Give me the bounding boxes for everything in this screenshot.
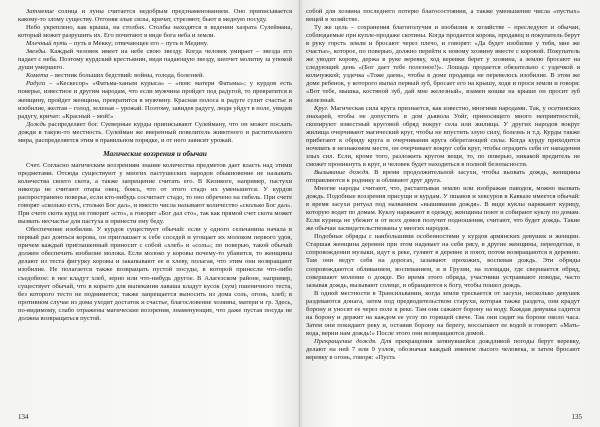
paragraph: Вызывание дождя. В время продолжительной засухи, чтобы вызвать дождь, женщины отправляются к роднику и обливают друг друга. <box>306 168 580 184</box>
paragraph: Ту же цель – сохранения благополучия и изобилия в хозяйстве – преследуют и обычаи, соблюдаемые при купле-продаже скотины. Когда продается корова, продавец и покупатель берут в руку горсть земли и бросают через плечо, и говорят: «Да будет изобилие у тебя, мне же счастье», которое, по поверью, должно перейти к новому хозяину вместе с коровой. Покупатель же уводит корову, держа в руке веревку, ход веревки берет у хозяина, а землю бросают на следующий день «(Бог дает тебе полезное!)». Лошадь продается обязательно с уздечкой и кольчужкой; уздечка «Тоже даем», чтобы в доме продавца не перевелось изобилие. В этом же доме ребенок, у которого выпал первый зуб, бросает его на крышу, ходя и прося земли и говоря: «Вот тебе, мышка, костяной зуб, дай мне железный», взамен кошке на крыше он просит зуб железный. <box>306 24 580 104</box>
left-page-number: 134 <box>18 413 29 421</box>
paragraph: Круг. Магическая сила круга признается, как известно, многими народами. Так, у осетинских знахарей, чтобы не допустить в дом дьявола Уойг, приносящего много неприятностей, скопируют известный круговой обряд вокруг села или жилища. У других народов вокруг жилища очерчивают магический круг, чтобы не впустить злую силу, болезнь и т.д. Курды также прибегают к обряду круга и очерчивания круга оберегающей силы. Когда курду приходится ночевать в незнакомом месте, он очерчивает вокруг себя круг, чтобы оградить себя от нападения злых сил. Если, кроме того, разложить кругом вещи, то, по поверью, никакой вредитель не сможет проникнуть в круг, и человек будет находиться в полной безопасности. <box>306 104 580 168</box>
paragraph: Обеспечение изобилия. У курдов существует обычай: если у одного сельчанина начала в первый раз доиться корова, он приглашает к себе соседей и угощает их молоком первого удоя, причем каждый приглашенный приносит с собой «хлеб» и «соль»; по поверью, такой обычай должен обеспечить изобилие молока. Если молоко у коровы почему-то убавится, то женщины делают из теста фигурку коровы и закапывают ее в хлеву, полагая, что этим они возвращают изобилие. Не полагается также возвращать пустой посуды, в которой принесли что-либо съедобное: в нее кладут хлеб, зерно или что-нибудь другое. В Алагезском районе, например, существует обычай, что в корыто для выпекания лаваша кладут кусок (хум) пшеничного теста, без которого тесто не поднимется; также запрещается выносить из дома соль, огонь, хлеб; в противном случае из дома уходят достаток и счастье, благословение хозяина, матери и гр. Здесь, по-видимому, слабо отражены магические воззрения, знаменующие, что даже пустая посуда не должна возвращаться пустой. <box>18 226 292 322</box>
left-page-text <box>18 8 292 323</box>
paragraph: Прекращение дождя. Для прекращения затянувшейся дождливой погоды берут веревку, делают на ней 7 или 9 узлов, обозначая каждый именем лысого человека, и затем бросают веревку в огонь, говоря: «Пусть <box>306 337 580 362</box>
paragraph: Звезды. Каждый человек имеет на небе свою звезду. Когда человек умирает – звезда его падает с неба. Поэтому курдский крестьянин, видя падающую звезду, шепчет молитву за упокой души умершего. <box>18 48 292 72</box>
right-page <box>306 8 580 418</box>
right-page-number: 135 <box>571 413 582 421</box>
paragraph: Счет. Согласно магическим воззрениям знание количества предметов дает власть над этими предметами. Отсюда существуют у многих пастушеских народов обыкновение не называть количества своего скота, а также запрещение считать его. В Кизикоге, например, пастухи никогда не считают отары овец, боясь, что от этого стадо их уменьшится. У курдов распространено поверье, если кто-нибудь сосчитает стадо, то оно обречено на гибель. При счете говорят «сколько есть, столько Бог дал», и вместо числа называют количество «сколько Бог дал». При счете скота курд не говорит «сто», а говорит «Бог дал сто», так как прямой счет скота может вызвать несчастье для пастуха и принести ему беду. <box>18 161 292 226</box>
right-page-text <box>306 8 580 362</box>
left-page <box>18 8 292 418</box>
book-gutter <box>299 0 300 427</box>
paragraph: Небо укреплено, как крыша, на столбах. Столбы находятся в ведении хазрата Сулеймана, который может разрушить их. Его почитают в виде бога неба и земли. <box>18 24 292 40</box>
paragraph: Подобные обряды с наибольшими особенностями у курдов армянских девушек и женщин. Старшая женщина деревни при этом надевает на себя рясу, в другие женщины, переодетые, в сопровождении музыки, идут к реке, гуляют в деревне и поют, потом возвращаются в деревню. Там они ведут себя на дорогах, зазывают прохожих, воспевая дождь. Эти обряды сопровождаются обливанием, воспеванием, и в Грузии, на площади, где свершается обряд, совершают моление о дожде. Во время этого обряда, участники устраивают поводы, часто зазывая дождь, вызывают солнце, и обращаются к богу, чтобы пошел дождь. <box>306 233 580 289</box>
paragraph: Комета – вестник больших бедствий: войны, голода, болезней. <box>26 72 205 80</box>
paragraph: Дождь распределяет бог. Суеверные курды приписывают Сулейману, что он может послать дожди в такую-то местность. Сулейман же вверенный повелитель животного и растительного мира, распределяется этим в правильном порядке, и от него зависят урожай. <box>18 120 292 144</box>
paragraph: Млечный путь – путь в Мекку; отвечающее его – путь в Медину. <box>26 40 209 48</box>
paragraph: собой для хозяина последнего потерю благосостояния, а также уменьшение числа «пустых» вещей в хозяйстве. <box>306 8 580 24</box>
paragraph: В одной местности в Трансильвании, когда земля трескается от засухи, несколько девушек раздеваются донага, затем под предводительством старухи, которая также раздета, они крадут борону и уносят ее через поле к реке. Там они сажают борону на воду. Каждая девушка садится на борону и держит на каждом ее углу по горящей свече. Так они сидят на бороне около часа. Затем они покидают реку и, оставив борону на берегу, воссыпают ее водой и говорят: «Мать-вода, верни нам дождь!» После этого они возвращаются домой. <box>306 289 580 337</box>
section-title: Магические воззрения и обычаи <box>103 148 207 158</box>
paragraph: Многие народы считают, что, растаптывая землю или изображая паводок, можно вызвать дождь. Подобные воззрения присущи и курдам. У пшавов и хевсуров в Кавказе имеется обычай: в время засухи ритуал под названием «вышивания дождя». В виде куклы наряжают курицу, которую водят по домам. Куклу наряжают в одежду, женщины поют и собирают куклу по домам. Если курица не убежит и от всех домов получит подношения, считают, что будет дождь. Такие же обычаи засвидетельствованы у многих народов. <box>306 185 580 233</box>
paragraph: Радуга – «Кескесор» «Фатьма-ханым курыса» – «пояс матери Фатьмы»; у курдов есть поверье, известное и другим народам, что если мужчина пройдет под радугой, то превратится в женщину, пройдет женщина, превратится в мужчину. Красная полоса в радуге сулит счастье и изобилие, желтая – голод, зеленая – урожай. Поэтому, завидев радугу, люди уйдут в поле, увидев радугу, кричат: «Красный – мой!» <box>18 80 292 120</box>
paragraph: Затмение солнца и луны считается недобрым предзнаменованием. Оно приписывается какому-то злому существу. Отгоняя злые силы, кричат, стреляют, бьют в медную посуду. <box>18 8 292 24</box>
